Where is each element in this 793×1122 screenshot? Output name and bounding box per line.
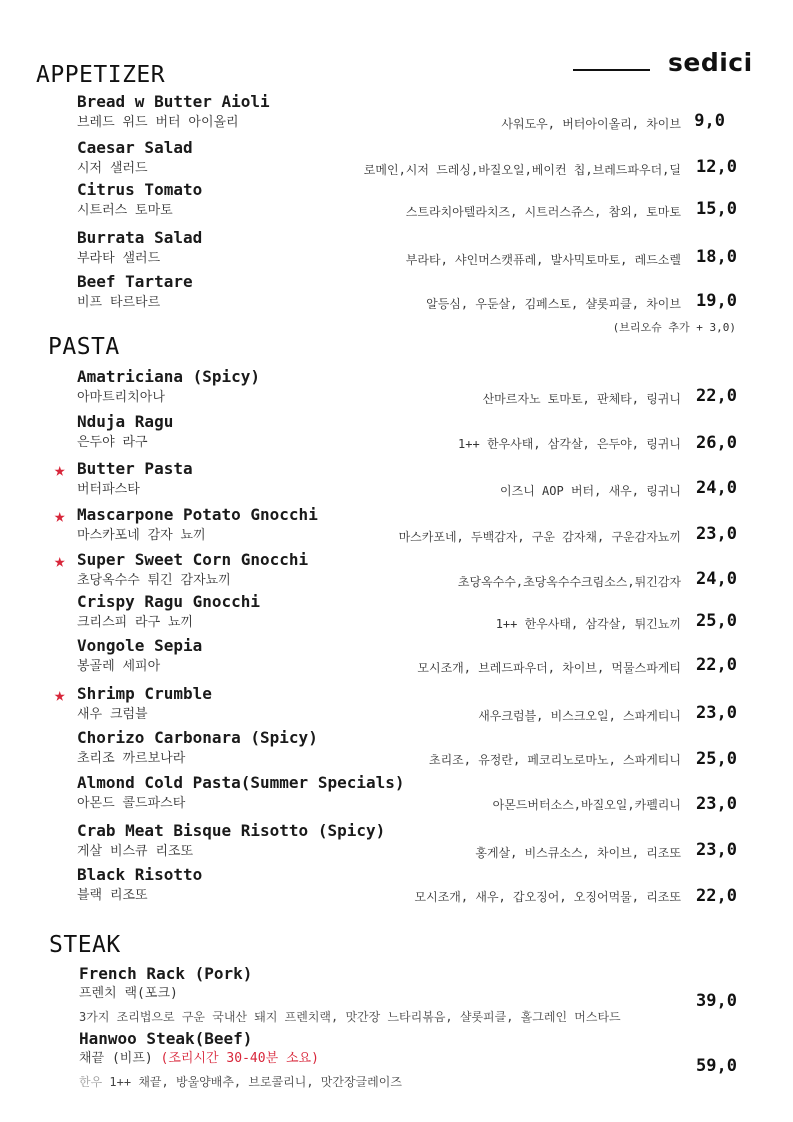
item-description: 부라타, 샤인머스캣퓨레, 발사믹토마토, 레드소렐 xyxy=(405,253,681,267)
item-price: 23,0 xyxy=(696,524,737,544)
item-name: Crispy Ragu Gnocchi xyxy=(77,592,261,611)
item-description: 산마르자노 토마토, 판체타, 링귀니 xyxy=(482,392,681,406)
item-description: 이즈니 AOP 버터, 새우, 링귀니 xyxy=(500,484,681,498)
item-price: 22,0 xyxy=(696,886,737,906)
item-name: Butter Pasta xyxy=(77,459,193,478)
item-description: 모시조개, 새우, 갑오징어, 오징어먹물, 리조또 xyxy=(414,890,681,904)
item-name: Shrimp Crumble xyxy=(77,684,212,703)
item-name: Hanwoo Steak(Beef) xyxy=(79,1029,253,1048)
item-price: 18,0 xyxy=(696,247,737,267)
item-korean-name: 부라타 샐러드 xyxy=(77,251,161,266)
menu-item xyxy=(0,181,793,225)
item-korean-name: 브레드 위드 버터 아이올리 xyxy=(77,115,239,130)
item-name: Amatriciana (Spicy) xyxy=(77,367,261,386)
signature-star-icon: ★ xyxy=(54,459,66,481)
item-price: 12,0 xyxy=(696,157,737,177)
item-price: 23,0 xyxy=(696,703,737,723)
section-title-appetizer: APPETIZER xyxy=(36,62,166,88)
item-price: 15,0 xyxy=(696,199,737,219)
item-korean-name: 봉골레 세피아 xyxy=(77,659,161,674)
item-price: 59,0 xyxy=(696,1056,737,1076)
signature-star-icon: ★ xyxy=(54,550,66,572)
item-korean-name: 시트러스 토마토 xyxy=(77,203,173,218)
brand-logo: sedici xyxy=(668,48,753,77)
menu-item xyxy=(0,593,793,637)
menu-item xyxy=(0,1030,793,1092)
item-name: Bread w Butter Aioli xyxy=(77,92,270,111)
item-name: French Rack (Pork) xyxy=(79,964,253,983)
section-title-steak: STEAK xyxy=(49,932,121,958)
menu-item xyxy=(0,965,793,1027)
item-korean-name: 게살 비스큐 리조또 xyxy=(77,844,194,859)
item-name: Chorizo Carbonara (Spicy) xyxy=(77,728,318,747)
item-korean-name: 새우 크럼블 xyxy=(77,707,148,722)
item-name: Almond Cold Pasta(Summer Specials) xyxy=(77,773,405,792)
item-description: 1++ 한우사태, 삼각살, 은두야, 링귀니 xyxy=(458,437,681,451)
item-price: 26,0 xyxy=(696,433,737,453)
item-korean-name: 마스카포네 감자 뇨끼 xyxy=(77,528,206,543)
item-price: 19,0 xyxy=(696,291,737,311)
item-korean-name: 초당옥수수 튀긴 감자뇨끼 xyxy=(77,573,231,588)
item-name: Burrata Salad xyxy=(77,228,203,247)
item-name: Nduja Ragu xyxy=(77,412,174,431)
item-korean-name xyxy=(79,1051,319,1067)
item-price: 23,0 xyxy=(696,840,737,860)
item-price: 39,0 xyxy=(696,991,737,1011)
item-description-prefix: 한우 xyxy=(79,1075,103,1089)
item-description: 모시조개, 브레드파우더, 차이브, 먹물스파게티 xyxy=(417,661,681,675)
section-title-pasta: PASTA xyxy=(48,334,120,360)
item-description: 로메인,시저 드레싱,바질오일,베이컨 칩,브레드파우더,딜 xyxy=(363,163,681,177)
brioche-addon-note: (브리오슈 추가 + 3,0) xyxy=(612,321,736,334)
menu-item xyxy=(0,551,793,595)
menu-item xyxy=(0,866,793,910)
item-name: Vongole Sepia xyxy=(77,636,203,655)
menu-item xyxy=(0,273,793,317)
item-description xyxy=(79,1073,402,1090)
menu-item xyxy=(0,685,793,729)
item-korean-name: 프렌치 랙(포크) xyxy=(79,986,178,1001)
item-price: 25,0 xyxy=(696,749,737,769)
menu-item xyxy=(0,774,793,818)
item-description: 마스카포네, 두백감자, 구운 감자채, 구운감자뇨끼 xyxy=(398,530,681,544)
item-price: 22,0 xyxy=(696,386,737,406)
item-description: 스트라치아텔라치즈, 시트러스쥬스, 참외, 토마토 xyxy=(405,205,681,219)
menu-item xyxy=(0,93,793,137)
brand-divider xyxy=(573,69,650,71)
item-description-text: 1++ 채끝, 방울양배추, 브로콜리니, 맛간장글레이즈 xyxy=(109,1075,402,1089)
item-price: 24,0 xyxy=(696,478,737,498)
signature-star-icon: ★ xyxy=(54,684,66,706)
menu-item xyxy=(0,637,793,681)
item-name: Caesar Salad xyxy=(77,138,193,157)
menu-item xyxy=(0,413,793,457)
item-description: 홍게살, 비스큐소스, 차이브, 리조또 xyxy=(475,846,681,860)
item-description: 초리조, 유정란, 페코리노로마노, 스파게티니 xyxy=(428,753,681,767)
menu-item xyxy=(0,139,793,183)
item-name: Black Risotto xyxy=(77,865,203,884)
item-price: 9,0 xyxy=(694,111,725,131)
item-korean-name: 크리스피 라구 뇨끼 xyxy=(77,615,194,630)
item-description: 새우크럼블, 비스크오일, 스파게티니 xyxy=(478,709,681,723)
item-price: 25,0 xyxy=(696,611,737,631)
menu-item xyxy=(0,506,793,550)
item-name: Citrus Tomato xyxy=(77,180,203,199)
item-price: 23,0 xyxy=(696,794,737,814)
item-korean-name: 아마트리치아나 xyxy=(77,390,165,405)
item-korean-name: 아몬드 콜드파스타 xyxy=(77,796,186,811)
item-description: 1++ 한우사태, 삼각살, 튀긴뇨끼 xyxy=(495,617,681,631)
signature-star-icon: ★ xyxy=(54,505,66,527)
item-name: Crab Meat Bisque Risotto (Spicy) xyxy=(77,821,386,840)
item-name: Beef Tartare xyxy=(77,272,193,291)
cooking-time-note: (조리시간 30-40분 소요) xyxy=(160,1051,319,1066)
menu-item xyxy=(0,822,793,866)
item-description: 3가지 조리법으로 구운 국내산 돼지 프렌치랙, 맛간장 느타리볶음, 샬롯피클, 홀그레인 머스타드 xyxy=(79,1010,621,1024)
menu-item xyxy=(0,368,793,412)
item-korean-name: 시저 샐러드 xyxy=(77,161,148,176)
item-name: Mascarpone Potato Gnocchi xyxy=(77,505,318,524)
item-korean-name: 비프 타르타르 xyxy=(77,295,161,310)
menu-item xyxy=(0,729,793,773)
item-korean-name: 블랙 리조또 xyxy=(77,888,148,903)
item-korean-label: 채끝 (비프) xyxy=(79,1051,153,1066)
item-description: 알등심, 우둔살, 김페스토, 샬롯피클, 차이브 xyxy=(426,297,681,311)
item-price: 22,0 xyxy=(696,655,737,675)
item-description: 아몬드버터소스,바질오일,카펠리니 xyxy=(492,798,681,812)
item-description: 초당옥수수,초당옥수수크림소스,튀긴감자 xyxy=(457,575,681,589)
item-description: 사워도우, 버터아이올리, 차이브 xyxy=(501,117,681,131)
item-korean-name: 초리조 까르보나라 xyxy=(77,751,186,766)
menu-item xyxy=(0,460,793,504)
item-korean-name: 은두야 라구 xyxy=(77,435,148,450)
item-korean-name: 버터파스타 xyxy=(77,482,140,497)
menu-item xyxy=(0,229,793,273)
item-name: Super Sweet Corn Gnocchi xyxy=(77,550,309,569)
item-price: 24,0 xyxy=(696,569,737,589)
